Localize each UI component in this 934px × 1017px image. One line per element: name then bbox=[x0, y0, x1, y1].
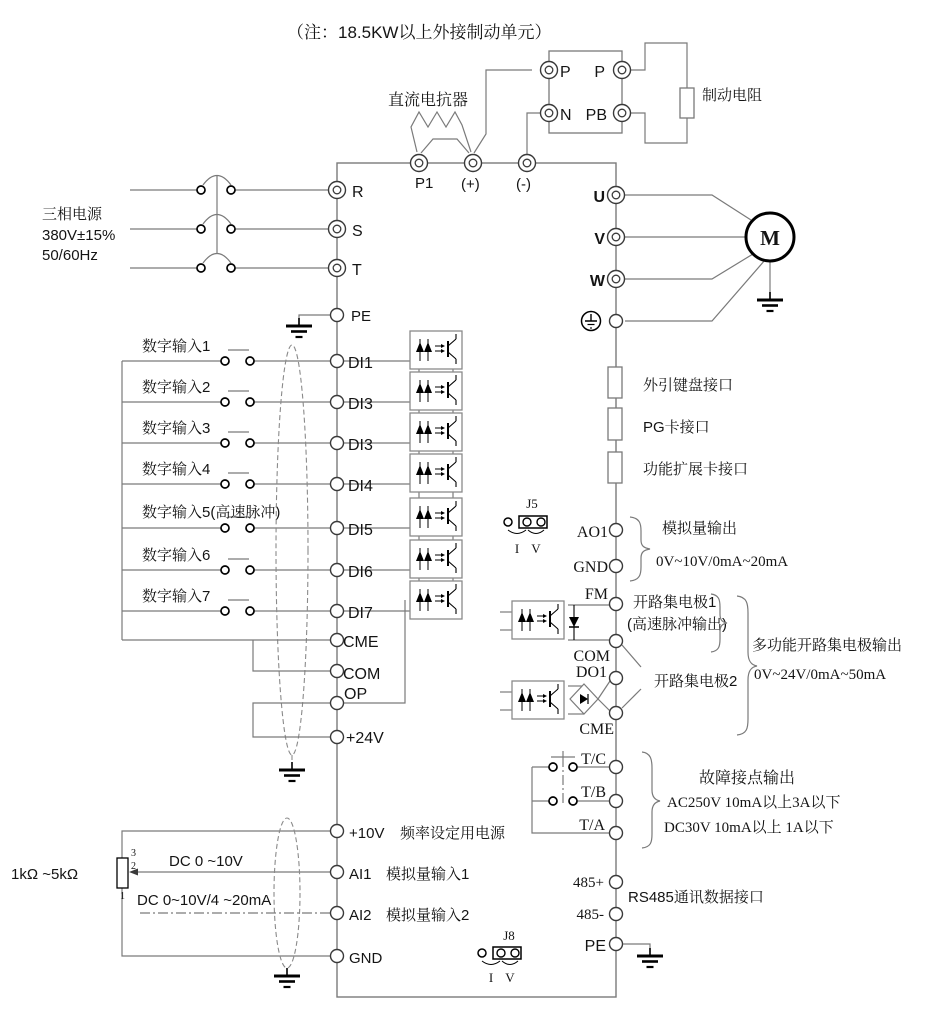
label-keypad-port: 外引键盘接口 bbox=[643, 377, 734, 394]
terminal-gnd-right bbox=[610, 560, 623, 573]
terminal-gnd-left bbox=[331, 950, 344, 963]
shield-cable-icon bbox=[274, 818, 300, 968]
j8-jumper-icon bbox=[478, 947, 521, 965]
label-fault-spec1: AC250V 10mA以上3A以下 bbox=[667, 795, 841, 811]
di4-switch bbox=[246, 480, 254, 488]
label-ao1: AO1 bbox=[576, 524, 608, 541]
label-pot: 1kΩ ~5kΩ bbox=[11, 866, 79, 883]
terminal-10v bbox=[331, 825, 344, 838]
di7-switch bbox=[221, 607, 229, 615]
motor-output-section bbox=[582, 187, 795, 331]
di5-switch bbox=[221, 524, 229, 532]
breaker-contact bbox=[197, 186, 205, 194]
terminal-di5 bbox=[331, 522, 344, 535]
diode-icon bbox=[569, 617, 579, 627]
label-ai2: AI2 bbox=[349, 907, 372, 924]
j5-jumper bbox=[504, 496, 547, 556]
terminal-earth bbox=[610, 315, 623, 328]
digital-inputs-section bbox=[122, 331, 462, 781]
terminal-u bbox=[608, 187, 625, 204]
label-oc-range: 0V~24V/0mA~50mA bbox=[754, 667, 887, 683]
power-input-section bbox=[42, 175, 371, 337]
brake-unit-section bbox=[541, 43, 763, 143]
di2-switch bbox=[246, 398, 254, 406]
fm-optocoupler-icon bbox=[512, 601, 564, 639]
di7-label: 数字输入7 bbox=[142, 588, 211, 605]
j5-i: I bbox=[514, 541, 520, 556]
label-tb: T/B bbox=[581, 784, 606, 801]
breaker-contact bbox=[227, 264, 235, 272]
label-op: OP bbox=[344, 686, 368, 703]
label-s: S bbox=[352, 223, 363, 240]
di7-terminal-label: DI7 bbox=[348, 605, 373, 622]
label-r: R bbox=[352, 184, 364, 201]
dc-reactor-section bbox=[388, 70, 540, 193]
terminal-di6 bbox=[331, 564, 344, 577]
relay-contact bbox=[569, 763, 577, 771]
terminal-pe bbox=[331, 309, 344, 322]
di1-switch bbox=[221, 357, 229, 365]
label-com-right: COM bbox=[573, 648, 610, 665]
fault-output-section bbox=[532, 751, 840, 848]
label-cme-right: CME bbox=[579, 721, 614, 738]
note-text: （注：18.5KW以上外接制动单元） bbox=[287, 23, 552, 42]
label-oc1-sub: (高速脉冲输出) bbox=[627, 616, 727, 633]
terminal-s bbox=[329, 221, 346, 238]
j8-v: V bbox=[505, 970, 515, 985]
di3-switch bbox=[246, 439, 254, 447]
label-pe-right: PE bbox=[584, 938, 606, 955]
terminal-di3 bbox=[331, 437, 344, 450]
di3-switch bbox=[221, 439, 229, 447]
wire-pe-ground bbox=[299, 315, 330, 326]
interface-section bbox=[608, 367, 748, 483]
di6-switch bbox=[246, 566, 254, 574]
open-collector-section bbox=[500, 586, 902, 738]
optocoupler-icon bbox=[410, 498, 462, 536]
pe-ground-wire bbox=[623, 944, 650, 952]
terminal-di4 bbox=[331, 478, 344, 491]
label-ai1: AI1 bbox=[349, 866, 372, 883]
brace bbox=[642, 752, 660, 848]
j8-name: J8 bbox=[503, 928, 515, 943]
wire-p-to-resistor bbox=[631, 43, 687, 88]
label-gnd-left: GND bbox=[349, 950, 383, 967]
label-analog-output-range: 0V~10V/0mA~20mA bbox=[656, 554, 789, 570]
label-pg-card-port: PG卡接口 bbox=[643, 419, 710, 436]
wire-resistor-to-pb bbox=[631, 113, 687, 143]
pg-card-port-icon bbox=[608, 408, 622, 440]
label-brake-n: N bbox=[560, 107, 572, 124]
di4-label: 数字输入4 bbox=[142, 461, 211, 478]
shield-cable-icon bbox=[276, 345, 308, 755]
label-u: U bbox=[593, 189, 605, 206]
terminal-ta bbox=[610, 827, 623, 840]
brake-resistor-symbol bbox=[680, 88, 694, 118]
terminal-do1 bbox=[610, 672, 623, 685]
breaker-contact bbox=[197, 264, 205, 272]
di6-label: 数字输入6 bbox=[142, 547, 211, 564]
di1-terminal-label: DI1 bbox=[348, 355, 373, 372]
terminal-ao1 bbox=[610, 524, 623, 537]
di6-switch bbox=[221, 566, 229, 574]
di2-label: 数字输入2 bbox=[142, 379, 211, 396]
earth-circle-icon bbox=[582, 312, 601, 331]
di1-switch bbox=[246, 357, 254, 365]
analog-output-section bbox=[573, 517, 788, 581]
di4-switch bbox=[221, 480, 229, 488]
terminal-brake-n bbox=[541, 105, 558, 122]
label-cme: CME bbox=[343, 634, 379, 651]
label-24v: +24V bbox=[346, 730, 384, 747]
shield-ground-icon bbox=[279, 762, 305, 781]
optocoupler-icon bbox=[410, 581, 462, 619]
label-power-1: 三相电源 bbox=[42, 206, 103, 223]
label-10v-desc: 频率设定用电源 bbox=[400, 825, 506, 842]
label-ai2-signal: DC 0~10V/4 ~20mA bbox=[137, 892, 272, 909]
label-motor: M bbox=[760, 226, 780, 250]
terminal-brake-p-right bbox=[614, 62, 631, 79]
di7-switch bbox=[246, 607, 254, 615]
label-oc2: 开路集电极2 bbox=[654, 673, 738, 690]
label-expansion-port: 功能扩展卡接口 bbox=[643, 461, 749, 478]
terminal-com-right bbox=[610, 635, 623, 648]
label-ta: T/A bbox=[579, 817, 605, 834]
breaker-contact bbox=[227, 225, 235, 233]
terminal-cme-right bbox=[610, 707, 623, 720]
di5-switch bbox=[246, 524, 254, 532]
terminal-di1 bbox=[331, 355, 344, 368]
label-oc-title: 多功能开路集电极输出 bbox=[752, 637, 903, 654]
j8-jumper bbox=[478, 928, 521, 985]
label-oc1: 开路集电极1 bbox=[633, 594, 717, 611]
label-ai1-desc: 模拟量输入1 bbox=[386, 866, 470, 883]
terminal-v bbox=[608, 229, 625, 246]
relay-contact bbox=[549, 797, 557, 805]
optocoupler-icon bbox=[410, 454, 462, 492]
label-485-minus: 485- bbox=[576, 907, 604, 923]
di3-label: 数字输入3 bbox=[142, 420, 211, 437]
breaker-contact bbox=[227, 186, 235, 194]
terminal-cme bbox=[331, 634, 344, 647]
terminal-t bbox=[329, 260, 346, 277]
label-ai1-signal: DC 0 ~10V bbox=[169, 853, 243, 870]
terminal-tc bbox=[610, 761, 623, 774]
di5-terminal-label: DI5 bbox=[348, 522, 373, 539]
label-fault-spec2: DC30V 10mA以上 1A以下 bbox=[664, 820, 834, 836]
label-brake-p-left: P bbox=[560, 64, 571, 81]
di2-switch bbox=[221, 398, 229, 406]
j8-i: I bbox=[488, 970, 494, 985]
potentiometer-icon bbox=[117, 858, 128, 888]
label-minus: (-) bbox=[516, 176, 531, 193]
terminal-di2 bbox=[331, 396, 344, 409]
terminal-fm bbox=[610, 598, 623, 611]
label-p1: P1 bbox=[415, 175, 434, 192]
label-10v: +10V bbox=[349, 825, 385, 842]
terminal-brake-p-left bbox=[541, 62, 558, 79]
terminal-24v bbox=[331, 731, 344, 744]
dc-reactor-symbol bbox=[411, 112, 471, 152]
wire-plus-to-p bbox=[474, 70, 532, 153]
label-brake-pb: PB bbox=[585, 107, 607, 124]
label-power-3: 50/60Hz bbox=[42, 247, 98, 264]
keypad-port-icon bbox=[608, 367, 622, 398]
optocoupler-icon bbox=[410, 540, 462, 578]
optocoupler-icon bbox=[410, 413, 462, 451]
expansion-card-port-icon bbox=[608, 452, 622, 483]
terminal-ai2 bbox=[331, 907, 344, 920]
shield-ground-icon bbox=[274, 968, 300, 987]
di4-terminal-label: DI4 bbox=[348, 478, 373, 495]
label-w: W bbox=[589, 273, 605, 290]
label-rs485: RS485通讯数据接口 bbox=[628, 889, 764, 906]
label-plus: (+) bbox=[461, 176, 480, 193]
do1-optocoupler-icon bbox=[512, 681, 564, 719]
analog-input-section bbox=[11, 818, 506, 987]
pot-pin1: 1 bbox=[120, 891, 125, 902]
motor-wires bbox=[625, 195, 770, 321]
terminal-485-plus bbox=[610, 876, 623, 889]
j5-jumper-icon bbox=[504, 516, 547, 534]
wire-minus-to-n bbox=[527, 113, 540, 154]
label-com: COM bbox=[343, 666, 381, 683]
di3-terminal-label: DI3 bbox=[348, 437, 373, 454]
pot-pin2: 2 bbox=[131, 861, 136, 872]
label-tc: T/C bbox=[581, 751, 606, 768]
di5-label: 数字输入5(高速脉冲) bbox=[142, 504, 281, 521]
optocoupler-icon bbox=[410, 331, 462, 369]
relay-contact bbox=[569, 797, 577, 805]
di1-label: 数字输入1 bbox=[142, 338, 211, 355]
brace bbox=[737, 596, 757, 735]
label-analog-output: 模拟量输出 bbox=[662, 520, 738, 537]
terminal-tb bbox=[610, 795, 623, 808]
terminal-plus bbox=[465, 155, 482, 172]
label-dc-reactor: 直流电抗器 bbox=[388, 92, 469, 109]
di6-terminal-label: DI6 bbox=[348, 564, 373, 581]
motor-ground-icon bbox=[757, 292, 783, 311]
ground-icon bbox=[286, 318, 312, 337]
control-terminals-section bbox=[122, 600, 405, 747]
terminal-com bbox=[331, 665, 344, 678]
rs485-section bbox=[573, 875, 764, 967]
optocoupler-icon bbox=[410, 372, 462, 410]
label-485-plus: 485+ bbox=[573, 875, 604, 891]
label-gnd-right: GND bbox=[573, 559, 608, 576]
label-pe: PE bbox=[351, 308, 372, 325]
di2-terminal-label: DI3 bbox=[348, 396, 373, 413]
label-brake-resistor: 制动电阻 bbox=[702, 87, 763, 104]
brace bbox=[630, 517, 650, 581]
pot-pin3: 3 bbox=[131, 848, 136, 859]
terminal-485-minus bbox=[610, 908, 623, 921]
terminal-p1 bbox=[411, 155, 428, 172]
label-brake-p-right: P bbox=[594, 64, 605, 81]
label-fault-title: 故障接点输出 bbox=[699, 770, 796, 787]
terminal-w bbox=[608, 271, 625, 288]
label-fm: FM bbox=[584, 586, 608, 603]
j5-v: V bbox=[531, 541, 541, 556]
label-v: V bbox=[594, 231, 605, 248]
relay-contact bbox=[549, 763, 557, 771]
terminal-r bbox=[329, 182, 346, 199]
terminal-pe-right bbox=[610, 938, 623, 951]
jumper-bar bbox=[421, 139, 469, 153]
label-ai2-desc: 模拟量输入2 bbox=[386, 907, 470, 924]
j5-name: J5 bbox=[526, 496, 538, 511]
label-t: T bbox=[352, 262, 362, 279]
terminal-brake-pb bbox=[614, 105, 631, 122]
label-do1: DO1 bbox=[575, 664, 607, 681]
terminal-op bbox=[331, 697, 344, 710]
inverter-body-outline bbox=[337, 163, 616, 997]
terminal-di7 bbox=[331, 605, 344, 618]
terminal-ai1 bbox=[331, 866, 344, 879]
breaker-contact bbox=[197, 225, 205, 233]
pe-ground-icon bbox=[637, 948, 663, 967]
label-power-2: 380V±15% bbox=[42, 227, 116, 244]
terminal-minus bbox=[519, 155, 536, 172]
